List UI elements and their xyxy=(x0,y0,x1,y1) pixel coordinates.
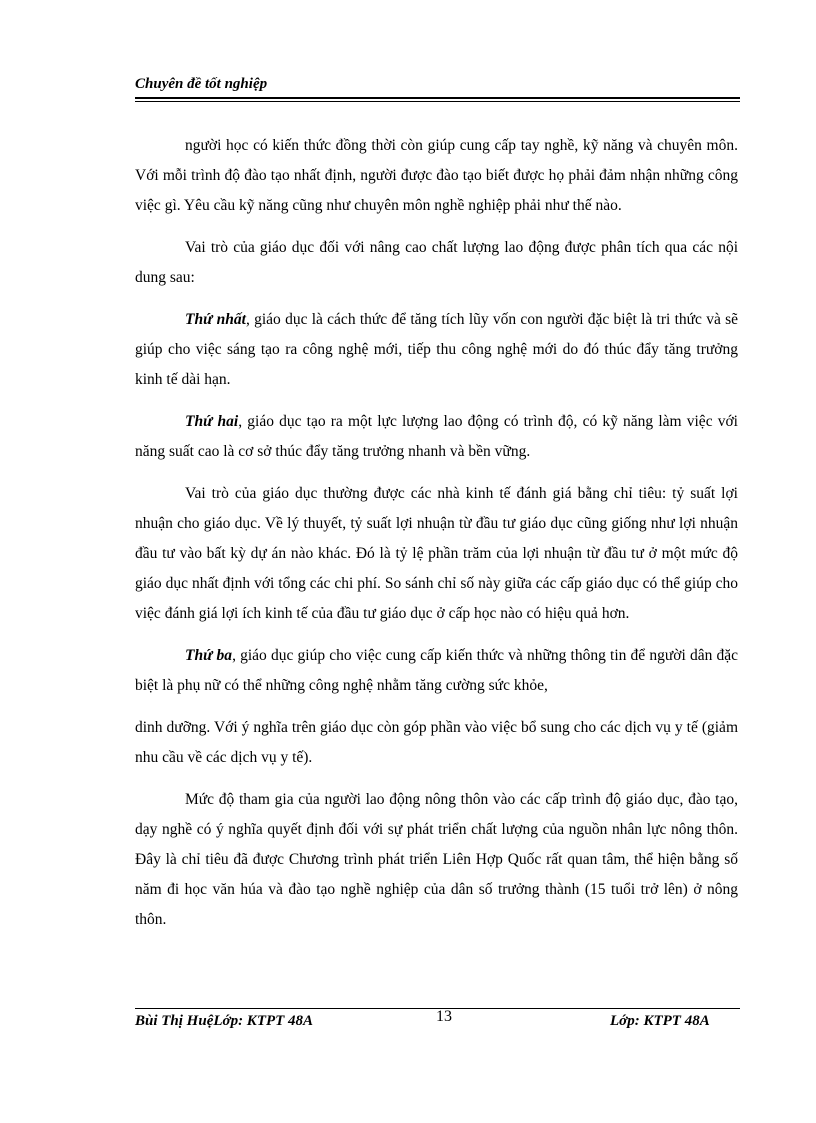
paragraph-4-lead: Thứ hai xyxy=(185,413,239,430)
header-title: Chuyên đề tốt nghiệp xyxy=(135,76,268,92)
header-rule-thin xyxy=(135,101,740,102)
paragraph-3-text: , giáo dục là cách thức để tăng tích lũy vốn con người đặc biệt là tri thức và sẽ giúp cho việc sáng tạo ra công nghệ mới, tiếp thu công nghệ mới do đó thúc đẩy tăng trưởng kinh tế dài hạn. xyxy=(135,311,739,388)
paragraph-5: Vai trò của giáo dục thường được các nhà kinh tế đánh giá bằng chỉ tiêu: tỷ suất lợi nhuận cho giáo dục. Về lý thuyết, tỷ suất lợi nhuận từ đầu tư giáo dục cũng giống như lợi nhuận đầu tư vào bất kỳ dự án nào khác. Đó là tỷ lệ phần trăm của lợi nhuận từ đầu tư ở một mức độ giáo dục nhất định với tổng các chi phí. So sánh chỉ số này giữa các cấp giáo dục có thể giúp cho việc đánh giá lợi ích kinh tế của đầu tư giáo dục ở cấp học nào có hiệu quả hơn. xyxy=(135,485,738,622)
paragraph-8: Mức độ tham gia của người lao động nông thôn vào các cấp trình độ giáo dục, đào tạo, dạy nghề có ý nghĩa quyết định đối với sự phát triển chất lượng của nguồn nhân lực nông thôn. Đây là chỉ tiêu đã được Chương trình phát triển Liên Hợp Quốc rất quan tâm, thể hiện bằng số năm đi học văn húa và đào tạo nghề nghiệp của dân số trưởng thành (15 tuổi trở lên) ở nông thôn. xyxy=(135,791,738,928)
footer-class: Lớp: KTPT 48A xyxy=(610,1013,710,1029)
paragraph-4-text: , giáo dục tạo ra một lực lượng lao động có trình độ, có kỹ năng làm việc với năng suất cao là cơ sở thúc đẩy tăng trưởng nhanh và bền vững. xyxy=(135,413,738,460)
paragraph-2: Vai trò của giáo dục đối với nâng cao chất lượng lao động được phân tích qua các nội dung sau: xyxy=(135,239,738,286)
paragraph-7: dinh dưỡng. Với ý nghĩa trên giáo dục còn góp phần vào việc bổ sung cho các dịch vụ y tế (giảm nhu cầu về các dịch vụ y tế). xyxy=(135,719,738,766)
paragraph-4 xyxy=(135,407,738,467)
paragraph-3-lead: Thứ nhất xyxy=(185,311,246,328)
paragraph-6-text: , giáo dục giúp cho việc cung cấp kiến thức và những thông tin để người dân đặc biệt là phụ nữ có thể những công nghệ nhằm tăng cường sức khỏe, xyxy=(135,647,739,694)
paragraph-1: người học có kiến thức đồng thời còn giúp cung cấp tay nghề, kỹ năng và chuyên môn. Với mỗi trình độ đào tạo nhất định, người được đào tạo biết được họ phải đảm nhận những công việc gì. Yêu cầu kỹ năng cũng như chuyên môn nghề nghiệp phải như thế nào. xyxy=(135,137,738,214)
paragraph-6-lead: Thứ ba xyxy=(185,647,233,664)
header-rule xyxy=(135,97,740,99)
paragraph-6 xyxy=(135,641,738,701)
paragraph-3 xyxy=(135,305,738,395)
page-number: 13 xyxy=(436,1008,452,1025)
body-text xyxy=(135,131,738,947)
footer-author-class: Bùi Thị HuệLớp: KTPT 48A xyxy=(135,1013,314,1029)
